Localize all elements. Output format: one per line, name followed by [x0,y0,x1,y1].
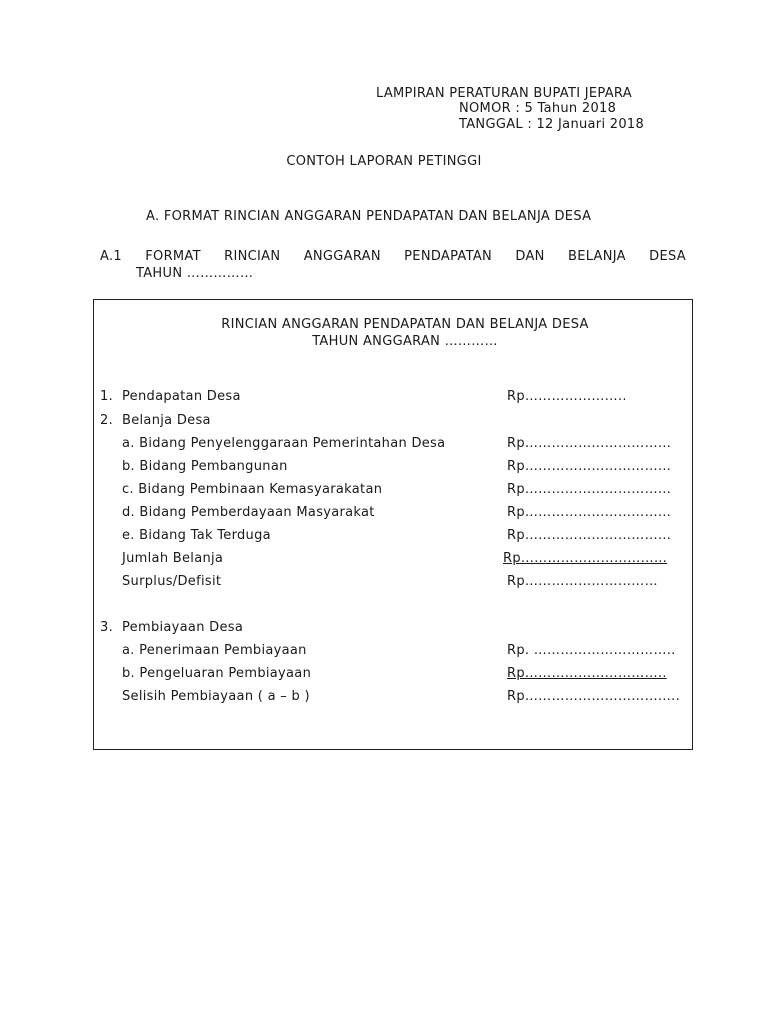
list-item [94,389,694,407]
item-label: Selisih Pembiayaan ( a – b ) [122,689,310,704]
list-item [94,574,694,592]
item-number: 3. [100,620,114,635]
section-a1-prefix: A.1 [100,249,122,264]
item-amount: Rp………………………… [507,574,658,589]
item-label: c. Bidang Pembinaan Kemasyarakatan [122,482,383,497]
section-a-heading: A. FORMAT RINCIAN ANGGARAN PENDAPATAN DAN BELANJA DESA [146,209,592,224]
item-amount: Rp…………………………… [507,528,672,543]
budget-detail-box [93,299,693,750]
section-a1-word: RINCIAN [224,249,281,264]
item-label: Belanja Desa [122,413,211,428]
regulation-date: TANGGAL : 12 Januari 2018 [459,117,645,132]
item-label: e. Bidang Tak Terduga [122,528,271,543]
section-a1-word: BELANJA [567,249,626,264]
item-amount: Rp………………….. [507,389,627,404]
item-amount: Rp………………………….. [507,666,667,681]
box-subtitle: TAHUN ANGGARAN ………… [312,334,498,349]
list-item [94,505,694,523]
section-a1-word: DESA [649,249,686,264]
total-row [94,689,694,707]
section-a1-heading [100,249,686,265]
item-label: Surplus/Defisit [122,574,222,589]
box-title: RINCIAN ANGGARAN PENDAPATAN DAN BELANJA DESA [221,317,589,332]
attachment-heading: LAMPIRAN PERATURAN BUPATI JEPARA [376,86,632,101]
section-a1-word: FORMAT [145,249,201,264]
section-a1-year: TAHUN …………… [136,266,254,281]
item-label: a. Penerimaan Pembiayaan [122,643,307,658]
item-amount: Rp…………………………… [507,505,672,520]
list-item [94,459,694,477]
document-title: CONTOH LAPORAN PETINGGI [286,154,482,169]
item-label: Pendapatan Desa [122,389,241,404]
item-amount: Rp…………………………… [507,482,672,497]
list-item [94,528,694,546]
list-item [94,436,694,454]
item-label: Jumlah Belanja [122,551,224,566]
item-amount: Rp…………………………… [503,551,668,566]
item-number: 1. [100,389,114,404]
section-a1-word: ANGGARAN [303,249,381,264]
item-label: d. Bidang Pemberdayaan Masyarakat [122,505,375,520]
item-amount: Rp. ………………………….. [507,643,676,658]
item-label: b. Pengeluaran Pembiayaan [122,666,312,681]
section-a1-word: PENDAPATAN [404,249,493,264]
list-item [94,413,694,431]
list-item [94,620,694,638]
item-label: b. Bidang Pembangunan [122,459,288,474]
list-item [94,666,694,684]
list-item [94,643,694,661]
list-item [94,482,694,500]
regulation-number: NOMOR : 5 Tahun 2018 [459,101,617,116]
item-number: 2. [100,413,114,428]
item-label: a. Bidang Penyelenggaraan Pemerintahan Desa [122,436,446,451]
item-amount: Rp…………………………… [507,436,672,451]
item-label: Pembiayaan Desa [122,620,244,635]
item-amount: Rp…………………………….. [507,689,681,704]
item-amount: Rp…………………………… [507,459,672,474]
total-row [94,551,694,569]
section-a1-word: DAN [515,249,545,264]
